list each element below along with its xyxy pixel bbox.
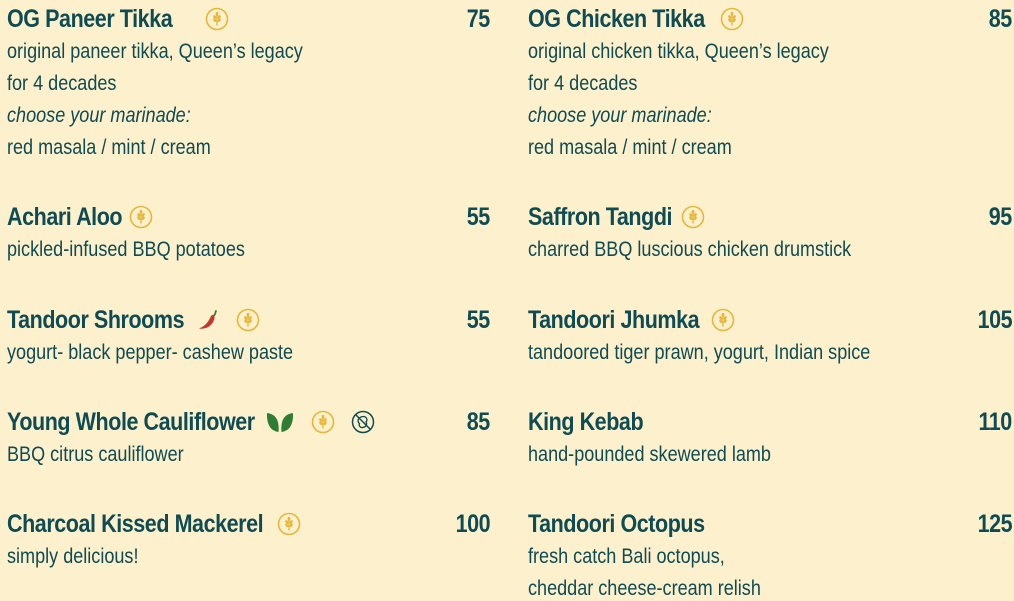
dish-name: OG Paneer Tikka: [7, 4, 173, 33]
dietary-icons: [277, 512, 301, 536]
wheat-icon: [711, 308, 735, 332]
dietary-icons: [681, 205, 705, 229]
dish-description: cheddar cheese-cream relish: [528, 577, 761, 600]
dish-description: BBQ citrus cauliflower: [7, 443, 184, 466]
wheat-icon: [311, 410, 335, 434]
dish-description: original paneer tikka, Queen’s legacy: [7, 40, 303, 63]
dish-description: yogurt- black pepper- cashew paste: [7, 341, 294, 364]
menu-item-header: [528, 405, 1012, 439]
dish-price: 105: [977, 306, 1012, 334]
menu-item-header: [7, 2, 490, 36]
menu-item-header: [528, 2, 1012, 36]
wheat-icon: [277, 512, 301, 536]
dish-description: fresh catch Bali octopus,: [528, 545, 725, 568]
wheat-icon: [720, 7, 744, 31]
menu-item-header: [7, 405, 490, 439]
menu-item-header: [528, 507, 1012, 541]
dish-price: 110: [978, 408, 1012, 436]
menu-item: [7, 200, 490, 266]
dietary-icons: [129, 205, 153, 229]
dish-name: Tandoori Jhumka: [528, 305, 700, 334]
menu-item: [7, 405, 490, 471]
marinade-options: red masala / mint / cream: [528, 136, 732, 159]
dish-price: 55: [466, 306, 490, 334]
menu-item-header: [7, 200, 490, 234]
menu-item: [528, 405, 1012, 471]
dietary-icons: [205, 7, 229, 31]
menu-item: [528, 2, 1012, 164]
dish-description: for 4 decades: [7, 72, 117, 95]
dish-name: King Kebab: [528, 407, 644, 436]
dish-price: 125: [977, 510, 1012, 538]
dish-description: pickled-infused BBQ potatoes: [7, 238, 245, 261]
dish-name: Charcoal Kissed Mackerel: [7, 509, 264, 538]
dish-price: 75: [466, 5, 490, 33]
dish-name: OG Chicken Tikka: [528, 4, 705, 33]
dish-price: 55: [466, 203, 490, 231]
wheat-icon: [236, 308, 260, 332]
menu-item-header: [7, 507, 490, 541]
dish-name: Young Whole Cauliflower: [7, 407, 255, 436]
vegan-leaf-icon: [265, 410, 295, 434]
marinade-options: red masala / mint / cream: [7, 136, 211, 159]
dish-description: tandoored tiger prawn, yogurt, Indian spice: [528, 341, 871, 364]
wheat-icon: [681, 205, 705, 229]
dish-price: 100: [455, 510, 490, 538]
dish-name: Saffron Tangdi: [528, 202, 673, 231]
dish-price: 85: [988, 5, 1012, 33]
menu-item: [528, 507, 1012, 601]
marinade-prompt: choose your marinade:: [528, 104, 712, 127]
dietary-icons: [196, 308, 260, 332]
dish-name: Achari Aloo: [7, 202, 123, 231]
dish-description: for 4 decades: [528, 72, 638, 95]
dish-price: 95: [988, 203, 1012, 231]
dish-name: Tandoori Octopus: [528, 509, 705, 538]
dish-price: 85: [466, 408, 490, 436]
dish-name: Tandoor Shrooms: [7, 305, 185, 334]
menu-item: [528, 200, 1012, 266]
dietary-icons: [265, 410, 375, 434]
menu-item-header: [528, 200, 1012, 234]
chili-icon: [196, 308, 220, 332]
dish-description: charred BBQ luscious chicken drumstick: [528, 238, 852, 261]
menu-item-header: [528, 303, 1012, 337]
dish-description: hand-pounded skewered lamb: [528, 443, 771, 466]
menu-item: [7, 303, 490, 369]
menu-item: [7, 2, 490, 164]
dietary-icons: [711, 308, 735, 332]
wheat-icon: [205, 7, 229, 31]
wheat-icon: [129, 205, 153, 229]
menu-item: [528, 303, 1012, 369]
marinade-prompt: choose your marinade:: [7, 104, 191, 127]
menu-item: [7, 507, 490, 573]
dietary-icons: [720, 7, 744, 31]
dish-description: simply delicious!: [7, 545, 139, 568]
menu-item-header: [7, 303, 490, 337]
dish-description: original chicken tikka, Queen’s legacy: [528, 40, 829, 63]
no-nuts-icon: [351, 410, 375, 434]
